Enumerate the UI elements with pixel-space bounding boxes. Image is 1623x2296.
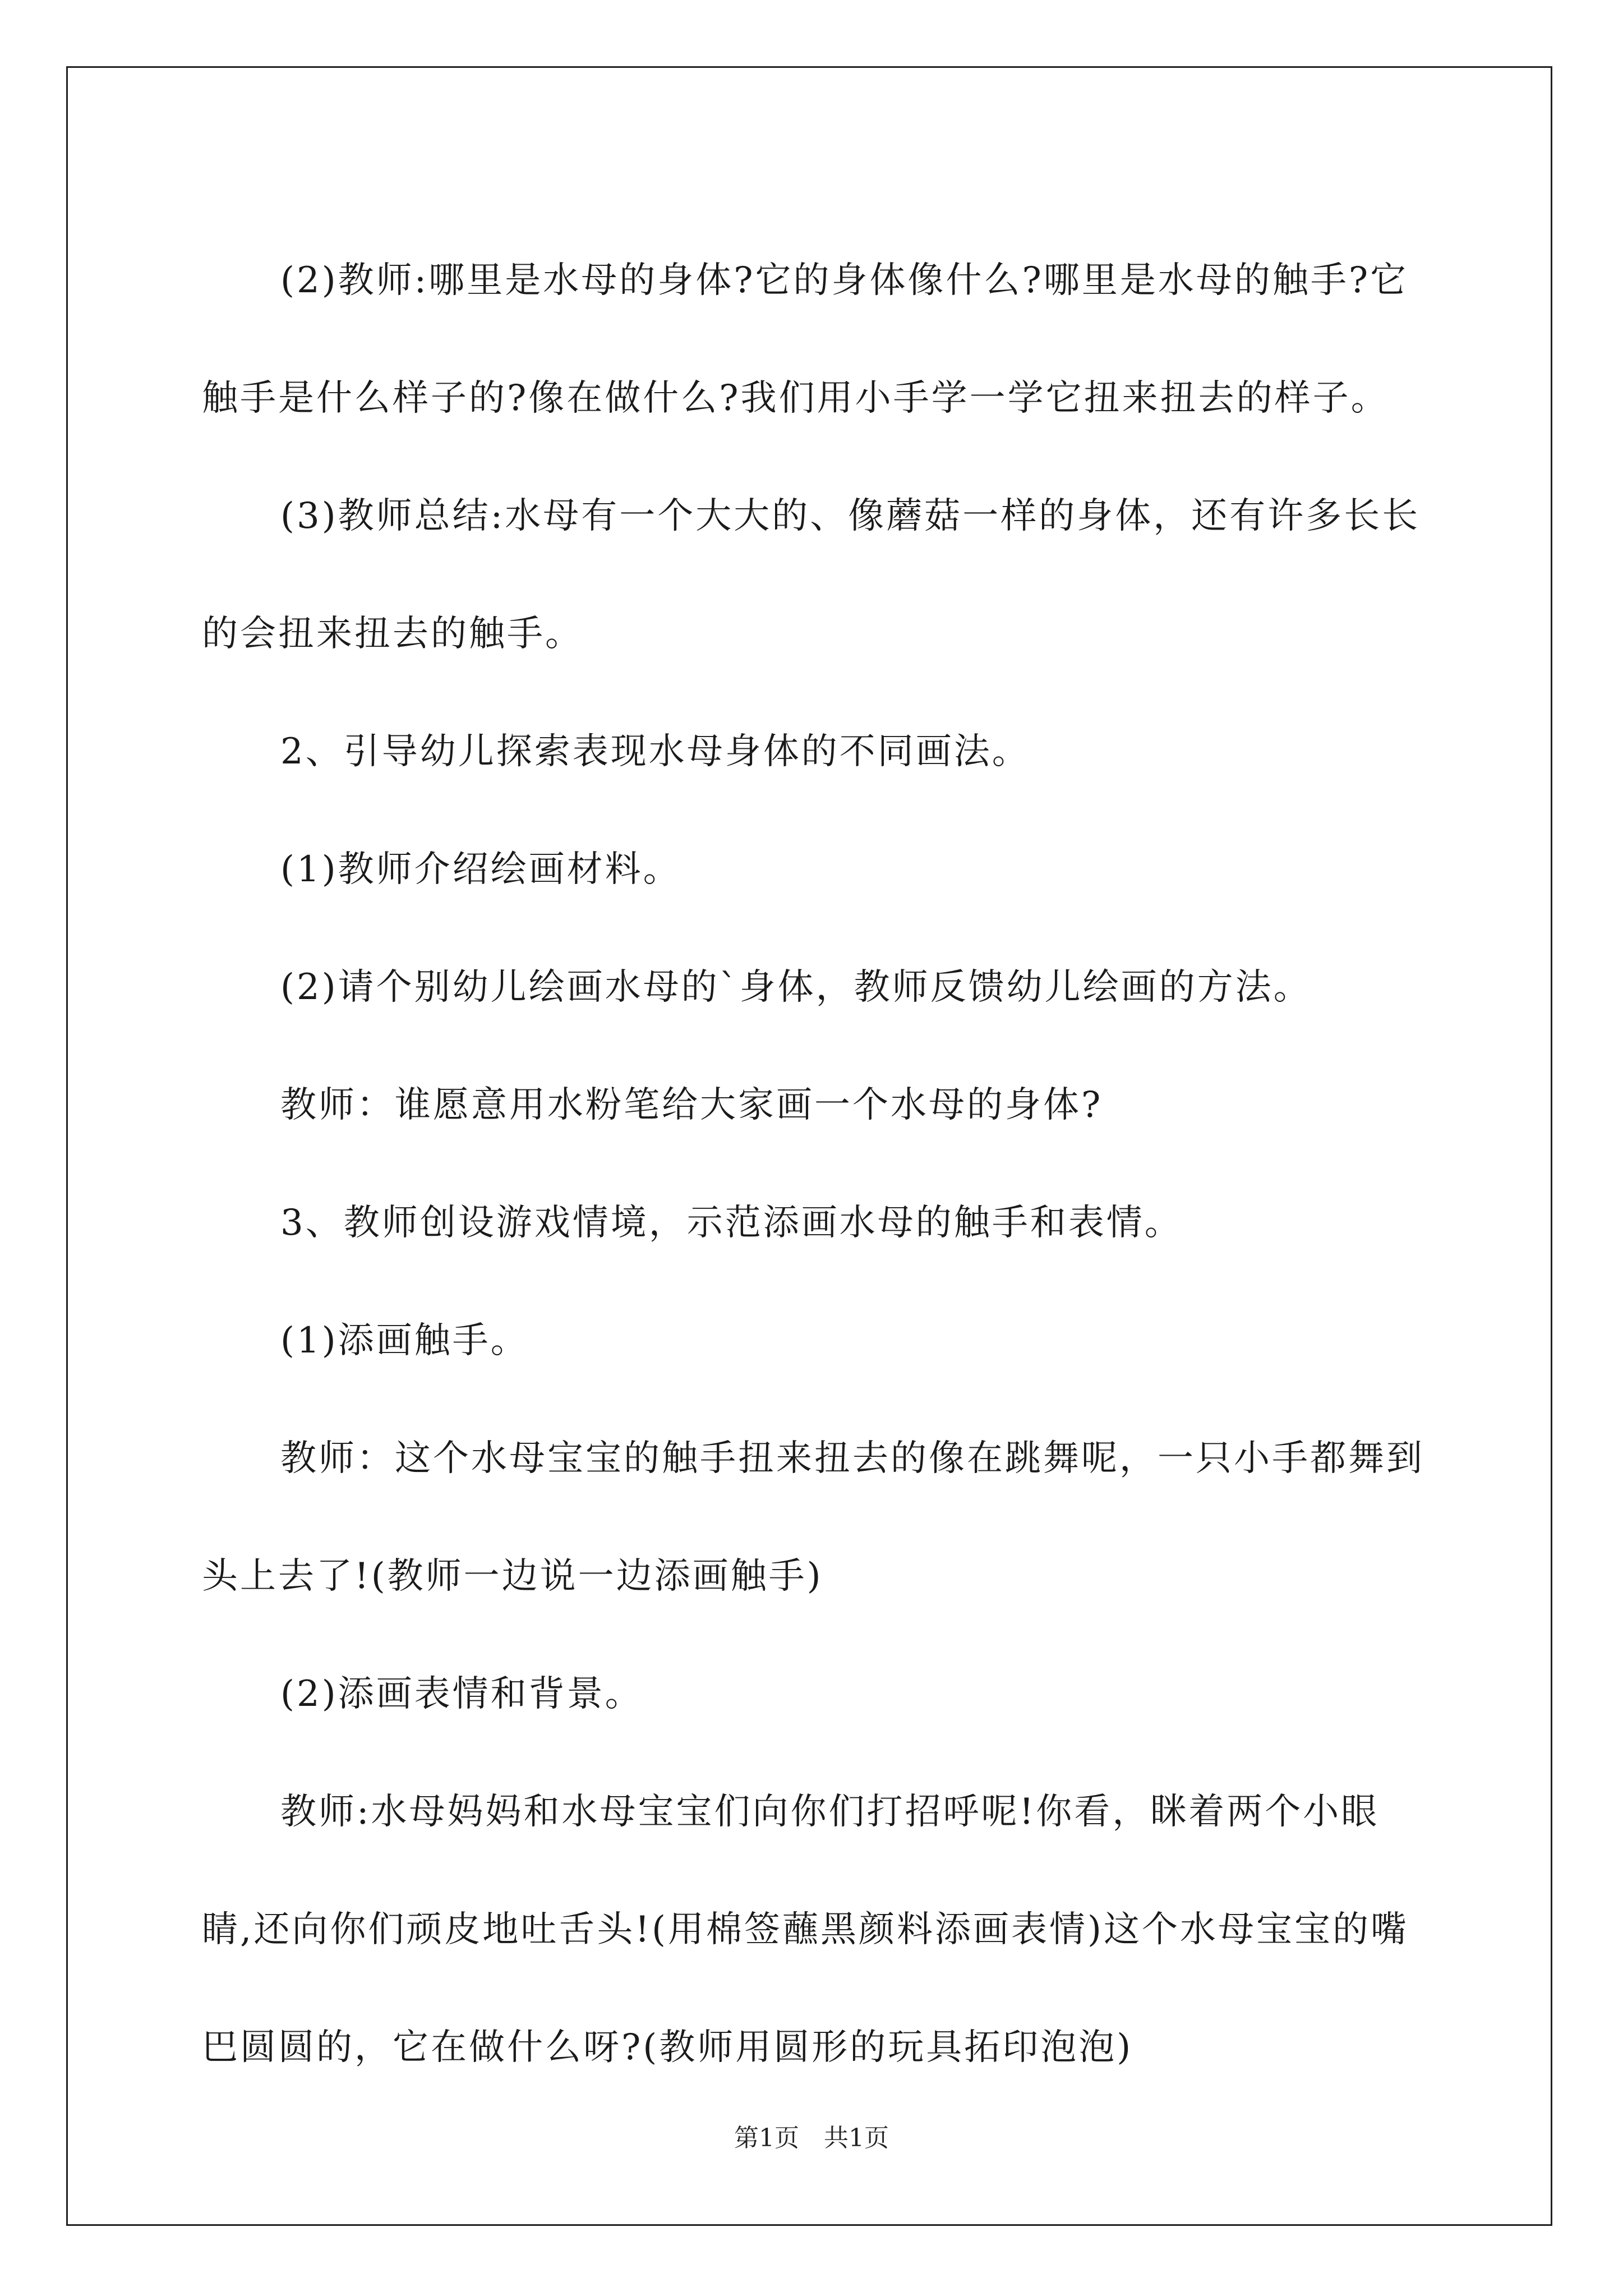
page-number-footer: 第1页 共1页 [734, 2124, 889, 2152]
paragraph: (1)添画触手。 [280, 1320, 529, 1361]
paragraph: 2、引导幼儿探索表现水母身体的不同画法。 [280, 731, 1030, 772]
paragraph: 教师:水母妈妈和水母宝宝们向你们打招呼呢!你看，眯着两个小眼睛,还向你们顽皮地吐舌头!(用棉签蘸黑颜料添画表情)这个水母宝宝的嘴巴圆圆的，它在做什么呀?(教师用圆形的玩具拓印泡泡) [202, 1791, 1409, 2068]
paragraph: 教师：谁愿意用水粉笔给大家画一个水母的身体? [280, 1084, 1103, 1126]
paragraph: (2)请个别幼儿绘画水母的`身体，教师反馈幼儿绘画的方法。 [280, 967, 1312, 1008]
paragraph: (1)教师介绍绘画材料。 [280, 849, 681, 890]
paragraph: 教师：这个水母宝宝的触手扭来扭去的像在跳舞呢，一只小手都舞到头上去了!(教师一边说一边添画触手) [202, 1438, 1424, 1597]
paragraph: (2)添画表情和背景。 [280, 1673, 643, 1715]
paragraph: 3、教师创设游戏情境，示范添画水母的触手和表情。 [280, 1202, 1183, 1244]
paragraph: (2)教师:哪里是水母的身体?它的身体像什么?哪里是水母的触手?它触手是什么样子的?像在做什么?我们用小手学一学它扭来扭去的样子。 [202, 260, 1409, 419]
document-body [202, 222, 1430, 2106]
paragraph: (3)教师总结:水母有一个大大的、像蘑菇一样的身体，还有许多长长的会扭来扭去的触手。 [202, 495, 1421, 655]
